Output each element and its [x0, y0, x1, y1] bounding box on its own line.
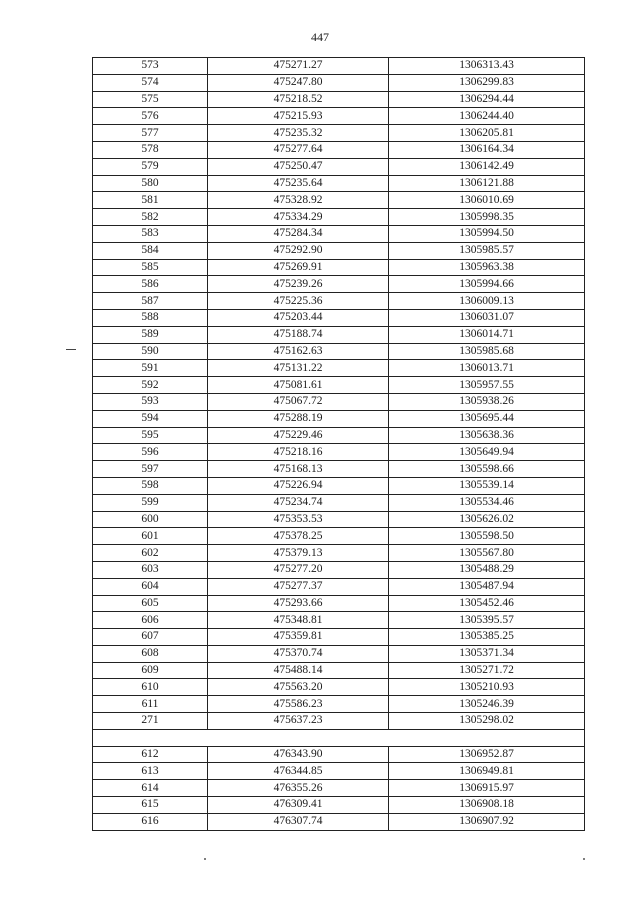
point-number-cell: 601	[93, 528, 208, 545]
x-coordinate-cell: 476343.90	[208, 746, 389, 763]
table-row	[93, 612, 585, 629]
table-row	[93, 360, 585, 377]
y-coordinate-cell: 1305638.36	[389, 427, 585, 444]
y-coordinate-cell: 1305938.26	[389, 393, 585, 410]
point-number-cell: 615	[93, 797, 208, 814]
table-row	[93, 444, 585, 461]
x-coordinate-cell: 475218.52	[208, 91, 389, 108]
y-coordinate-cell: 1305210.93	[389, 679, 585, 696]
coordinate-table	[92, 57, 585, 831]
y-coordinate-cell: 1306952.87	[389, 746, 585, 763]
y-coordinate-cell: 1306031.07	[389, 309, 585, 326]
y-coordinate-cell: 1305298.02	[389, 713, 585, 730]
table-row	[93, 427, 585, 444]
point-number-cell: 581	[93, 192, 208, 209]
x-coordinate-cell: 475131.22	[208, 360, 389, 377]
point-number-cell: 612	[93, 746, 208, 763]
point-number-cell: 583	[93, 225, 208, 242]
y-coordinate-cell: 1305567.80	[389, 545, 585, 562]
x-coordinate-cell: 475218.16	[208, 444, 389, 461]
point-number-cell: 574	[93, 74, 208, 91]
point-number-cell: 575	[93, 91, 208, 108]
y-coordinate-cell: 1306915.97	[389, 780, 585, 797]
point-number-cell: 608	[93, 645, 208, 662]
y-coordinate-cell: 1305488.29	[389, 561, 585, 578]
x-coordinate-cell: 475370.74	[208, 645, 389, 662]
point-number-cell: 599	[93, 494, 208, 511]
table-row	[93, 477, 585, 494]
x-coordinate-cell: 475162.63	[208, 343, 389, 360]
x-coordinate-cell: 476309.41	[208, 797, 389, 814]
y-coordinate-cell: 1305649.94	[389, 444, 585, 461]
point-number-cell: 610	[93, 679, 208, 696]
y-coordinate-cell: 1306294.44	[389, 91, 585, 108]
x-coordinate-cell: 475378.25	[208, 528, 389, 545]
table-row	[93, 377, 585, 394]
x-coordinate-cell: 475488.14	[208, 662, 389, 679]
y-coordinate-cell: 1305271.72	[389, 662, 585, 679]
point-number-cell: 576	[93, 108, 208, 125]
table-row	[93, 763, 585, 780]
y-coordinate-cell: 1305963.38	[389, 259, 585, 276]
table-row	[93, 797, 585, 814]
point-number-cell: 271	[93, 713, 208, 730]
y-coordinate-cell: 1306142.49	[389, 158, 585, 175]
y-coordinate-cell: 1306244.40	[389, 108, 585, 125]
table-row	[93, 242, 585, 259]
y-coordinate-cell: 1306313.43	[389, 58, 585, 75]
x-coordinate-cell: 475271.27	[208, 58, 389, 75]
x-coordinate-cell: 475277.64	[208, 141, 389, 158]
x-coordinate-cell: 475215.93	[208, 108, 389, 125]
table-row	[93, 511, 585, 528]
table-row	[93, 276, 585, 293]
y-coordinate-cell: 1305487.94	[389, 578, 585, 595]
margin-mark	[66, 349, 76, 350]
coordinate-table-body	[93, 58, 585, 831]
point-number-cell: 597	[93, 461, 208, 478]
table-row	[93, 125, 585, 142]
point-number-cell: 587	[93, 293, 208, 310]
table-row	[93, 192, 585, 209]
x-coordinate-cell: 475235.32	[208, 125, 389, 142]
x-coordinate-cell: 475235.64	[208, 175, 389, 192]
table-row	[93, 713, 585, 730]
table-row	[93, 679, 585, 696]
point-number-cell: 616	[93, 813, 208, 830]
point-number-cell: 593	[93, 393, 208, 410]
y-coordinate-cell: 1305452.46	[389, 595, 585, 612]
y-coordinate-cell: 1306949.81	[389, 763, 585, 780]
x-coordinate-cell: 476344.85	[208, 763, 389, 780]
x-coordinate-cell: 475379.13	[208, 545, 389, 562]
table-row	[93, 561, 585, 578]
table-row	[93, 141, 585, 158]
y-coordinate-cell: 1305994.66	[389, 276, 585, 293]
y-coordinate-cell: 1305371.34	[389, 645, 585, 662]
y-coordinate-cell: 1306205.81	[389, 125, 585, 142]
y-coordinate-cell: 1306121.88	[389, 175, 585, 192]
table-row	[93, 158, 585, 175]
table-row	[93, 225, 585, 242]
x-coordinate-cell: 475293.66	[208, 595, 389, 612]
table-row	[93, 309, 585, 326]
point-number-cell: 586	[93, 276, 208, 293]
x-coordinate-cell: 475277.20	[208, 561, 389, 578]
x-coordinate-cell: 475353.53	[208, 511, 389, 528]
point-number-cell: 613	[93, 763, 208, 780]
point-number-cell: 584	[93, 242, 208, 259]
x-coordinate-cell: 475247.80	[208, 74, 389, 91]
scan-speck	[583, 858, 585, 860]
point-number-cell: 592	[93, 377, 208, 394]
y-coordinate-cell: 1306164.34	[389, 141, 585, 158]
x-coordinate-cell: 475563.20	[208, 679, 389, 696]
table-row	[93, 175, 585, 192]
table-row	[93, 629, 585, 646]
y-coordinate-cell: 1305385.25	[389, 629, 585, 646]
x-coordinate-cell: 475637.23	[208, 713, 389, 730]
y-coordinate-cell: 1305985.68	[389, 343, 585, 360]
point-number-cell: 605	[93, 595, 208, 612]
x-coordinate-cell: 475239.26	[208, 276, 389, 293]
y-coordinate-cell: 1305626.02	[389, 511, 585, 528]
table-row	[93, 74, 585, 91]
y-coordinate-cell: 1305539.14	[389, 477, 585, 494]
table-row	[93, 746, 585, 763]
x-coordinate-cell: 475348.81	[208, 612, 389, 629]
table-row	[93, 528, 585, 545]
x-coordinate-cell: 475203.44	[208, 309, 389, 326]
point-number-cell: 595	[93, 427, 208, 444]
table-row	[93, 58, 585, 75]
x-coordinate-cell: 475081.61	[208, 377, 389, 394]
x-coordinate-cell: 475250.47	[208, 158, 389, 175]
table-row	[93, 595, 585, 612]
point-number-cell: 594	[93, 410, 208, 427]
y-coordinate-cell: 1305985.57	[389, 242, 585, 259]
x-coordinate-cell: 475225.36	[208, 293, 389, 310]
table-row	[93, 545, 585, 562]
table-row	[93, 209, 585, 226]
point-number-cell: 604	[93, 578, 208, 595]
point-number-cell: 591	[93, 360, 208, 377]
table-row	[93, 578, 585, 595]
table-row	[93, 326, 585, 343]
x-coordinate-cell: 475586.23	[208, 696, 389, 713]
x-coordinate-cell: 475226.94	[208, 477, 389, 494]
y-coordinate-cell: 1306014.71	[389, 326, 585, 343]
table-row	[93, 343, 585, 360]
point-number-cell: 585	[93, 259, 208, 276]
point-number-cell: 577	[93, 125, 208, 142]
point-number-cell: 598	[93, 477, 208, 494]
x-coordinate-cell: 476355.26	[208, 780, 389, 797]
y-coordinate-cell: 1305994.50	[389, 225, 585, 242]
y-coordinate-cell: 1306908.18	[389, 797, 585, 814]
point-number-cell: 596	[93, 444, 208, 461]
y-coordinate-cell: 1305534.46	[389, 494, 585, 511]
point-number-cell: 582	[93, 209, 208, 226]
y-coordinate-cell: 1305695.44	[389, 410, 585, 427]
x-coordinate-cell: 475229.46	[208, 427, 389, 444]
x-coordinate-cell: 475234.74	[208, 494, 389, 511]
table-row	[93, 393, 585, 410]
table-row	[93, 780, 585, 797]
y-coordinate-cell: 1306299.83	[389, 74, 585, 91]
y-coordinate-cell: 1305957.55	[389, 377, 585, 394]
x-coordinate-cell: 475188.74	[208, 326, 389, 343]
table-row	[93, 410, 585, 427]
x-coordinate-cell: 475269.91	[208, 259, 389, 276]
x-coordinate-cell: 475284.34	[208, 225, 389, 242]
point-number-cell: 573	[93, 58, 208, 75]
y-coordinate-cell: 1306010.69	[389, 192, 585, 209]
y-coordinate-cell: 1306907.92	[389, 813, 585, 830]
table-row	[93, 494, 585, 511]
point-number-cell: 602	[93, 545, 208, 562]
table-separator-row	[93, 729, 585, 746]
y-coordinate-cell: 1305395.57	[389, 612, 585, 629]
y-coordinate-cell: 1305246.39	[389, 696, 585, 713]
table-row	[93, 259, 585, 276]
point-number-cell: 614	[93, 780, 208, 797]
x-coordinate-cell: 475277.37	[208, 578, 389, 595]
x-coordinate-cell: 475334.29	[208, 209, 389, 226]
x-coordinate-cell: 475359.81	[208, 629, 389, 646]
separator-cell	[93, 729, 585, 746]
table-row	[93, 813, 585, 830]
table-row	[93, 91, 585, 108]
point-number-cell: 606	[93, 612, 208, 629]
point-number-cell: 590	[93, 343, 208, 360]
y-coordinate-cell: 1306013.71	[389, 360, 585, 377]
table-row	[93, 696, 585, 713]
y-coordinate-cell: 1305598.50	[389, 528, 585, 545]
point-number-cell: 609	[93, 662, 208, 679]
scan-speck	[204, 858, 206, 860]
point-number-cell: 611	[93, 696, 208, 713]
table-row	[93, 662, 585, 679]
table-row	[93, 108, 585, 125]
x-coordinate-cell: 476307.74	[208, 813, 389, 830]
page-number: 447	[311, 30, 329, 44]
x-coordinate-cell: 475328.92	[208, 192, 389, 209]
point-number-cell: 589	[93, 326, 208, 343]
table-row	[93, 645, 585, 662]
y-coordinate-cell: 1306009.13	[389, 293, 585, 310]
point-number-cell: 580	[93, 175, 208, 192]
point-number-cell: 588	[93, 309, 208, 326]
table-row	[93, 461, 585, 478]
point-number-cell: 578	[93, 141, 208, 158]
point-number-cell: 603	[93, 561, 208, 578]
y-coordinate-cell: 1305598.66	[389, 461, 585, 478]
x-coordinate-cell: 475067.72	[208, 393, 389, 410]
x-coordinate-cell: 475288.19	[208, 410, 389, 427]
point-number-cell: 607	[93, 629, 208, 646]
point-number-cell: 579	[93, 158, 208, 175]
table-row	[93, 293, 585, 310]
x-coordinate-cell: 475292.90	[208, 242, 389, 259]
y-coordinate-cell: 1305998.35	[389, 209, 585, 226]
point-number-cell: 600	[93, 511, 208, 528]
x-coordinate-cell: 475168.13	[208, 461, 389, 478]
